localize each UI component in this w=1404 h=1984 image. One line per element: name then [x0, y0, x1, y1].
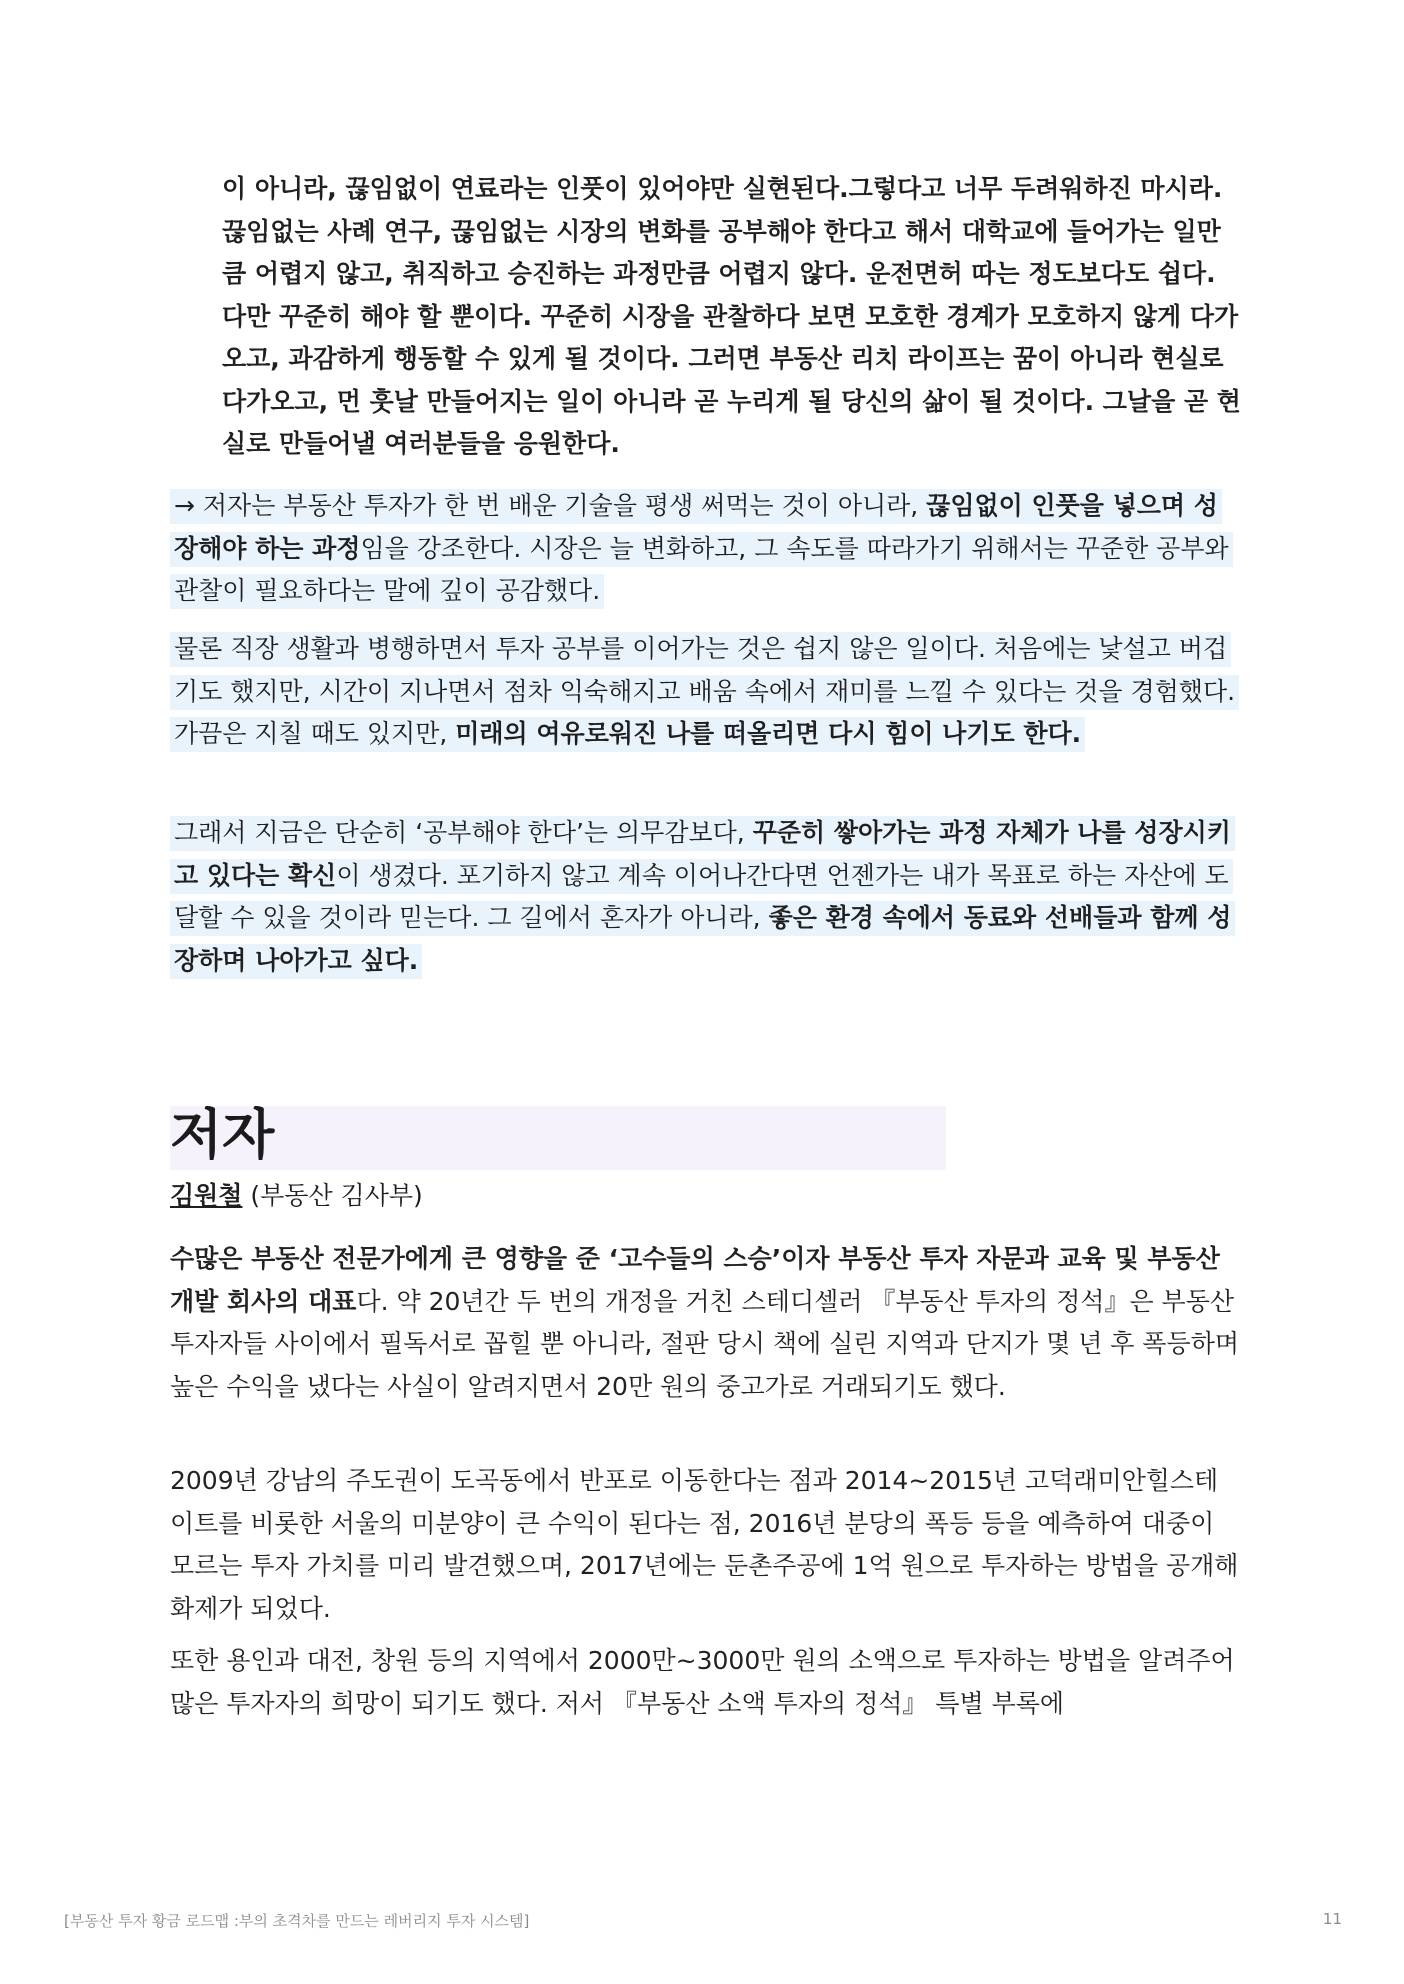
reflection-paragraph-3 — [170, 812, 1242, 982]
reflection-text: 임을 강조한다. 시장은 늘 변화하고, 그 속도를 따라가기 위해서는 꾸준한 공부와 관찰이 필요하다는 말에 깊이 공감했다. — [174, 533, 1229, 605]
book-quote: 이 아니라, 끊임없이 연료라는 인풋이 있어야만 실현된다.그렇다고 너무 두려워하진 마시라. 끊임없는 사례 연구, 끊임없는 시장의 변화를 공부해야 한다고 해서 대학교에 들어가는 일만큼 어렵지 않고, 취직하고 승진하는 과정만큼 어렵지 않다. 운전면허 따는 정도보다도 쉽다. 다만 꾸준히 해야 할 뿐이다. 꾸준히 시장을 관찰하다 보면 모호한 경계가 모호하지 않게 다가오고, 과감하게 행동할 수 있게 될 것이다. 그러면 부동산 리치 라이프는 꿈이 아니라 현실로 다가오고, 먼 훗날 만들어지는 일이 아니라 곧 누리게 될 당신의 삶이 될 것이다. 그날을 곧 현실로 만들어낼 여러분들을 응원한다. — [222, 174, 1241, 458]
bio-text: 다. 약 20년간 두 번의 개정을 거친 스테디셀러 『부동산 투자의 정석』은 부동산 투자자들 사이에서 필독서로 꼽힐 뿐 아니라, 절판 당시 책에 실린 지역과 단지가 몇 년 후 폭등하며 높은 수익을 냈다는 사실이 알려지면서 20만 원의 중고가로 거래되기도 했다. — [170, 1286, 1240, 1401]
author-alias: (부동산 김사부) — [242, 1181, 423, 1210]
reflection-paragraph-1 — [170, 485, 1242, 613]
author-name: 김원철 — [170, 1181, 243, 1210]
author-bio-paragraph-1 — [170, 1238, 1242, 1408]
section-heading-author: 저자 — [170, 1103, 275, 1166]
reflection-paragraph-2 — [170, 628, 1242, 756]
author-bio-paragraph-2: 2009년 강남의 주도권이 도곡동에서 반포로 이동한다는 점과 2014~2015년 고덕래미안힐스테이트를 비롯한 서울의 미분양이 큰 수익이 된다는 점, 2016년 분당의 폭등 등을 예측하여 대중이 모르는 투자 가치를 미리 발견했으며, 2017년에는 둔촌주공에 1억 원으로 투자하는 방법을 공개해 화제가 되었다. — [170, 1466, 1239, 1623]
heading-highlight — [170, 1106, 946, 1170]
author-line — [170, 1176, 423, 1216]
reflection-text: → 저자는 부동산 투자가 한 번 배운 기술을 평생 써먹는 것이 아니라, — [174, 491, 927, 520]
page-number: 11 — [1322, 1910, 1342, 1928]
author-bio-paragraph-3: 또한 용인과 대전, 창원 등의 지역에서 2000만~3000만 원의 소액으로 투자하는 방법을 알려주어 많은 투자자의 희망이 되기도 했다. 저서 『부동산 소액 투자의 정석』 특별 부록에 — [170, 1646, 1235, 1718]
reflection-text: 그래서 지금은 단순히 ‘공부해야 한다’는 의무감보다, — [174, 818, 753, 847]
reflection-emphasis: 끊임없이 인풋을 넣으며 성장해야 하는 과정 — [174, 491, 1218, 563]
bio-emphasis: 수많은 부동산 전문가에게 큰 영향을 준 ‘고수들의 스승’이자 부동산 투자 자문과 교육 및 부동산 개발 회사의 대표 — [170, 1244, 1220, 1316]
reflection-emphasis: 꾸준히 쌓아가는 과정 자체가 나를 성장시키고 있다는 확신 — [174, 818, 1231, 890]
reflection-text: 물론 직장 생활과 병행하면서 투자 공부를 이어가는 것은 쉽지 않은 일이다. 처음에는 낯설고 버겁기도 했지만, 시간이 지나면서 점차 익숙해지고 배움 속에서 재미를 느낄 수 있다는 것을 경험했다. 가끔은 지칠 때도 있지만, — [174, 634, 1236, 748]
reflection-emphasis: 좋은 환경 속에서 동료와 선배들과 함께 성장하며 나아가고 싶다. — [174, 903, 1232, 975]
reflection-emphasis: 미래의 여유로워진 나를 떠올리면 다시 힘이 나기도 한다. — [455, 719, 1082, 748]
footer-book-title: [부동산 투자 황금 로드맵 :부의 초격차를 만드는 레버리지 투자 시스템] — [64, 1912, 530, 1930]
reflection-text: 이 생겼다. 포기하지 않고 계속 이어나간다면 언젠가는 내가 목표로 하는 자산에 도달할 수 있을 것이라 믿는다. 그 길에서 혼자가 아니라, — [174, 860, 1229, 932]
